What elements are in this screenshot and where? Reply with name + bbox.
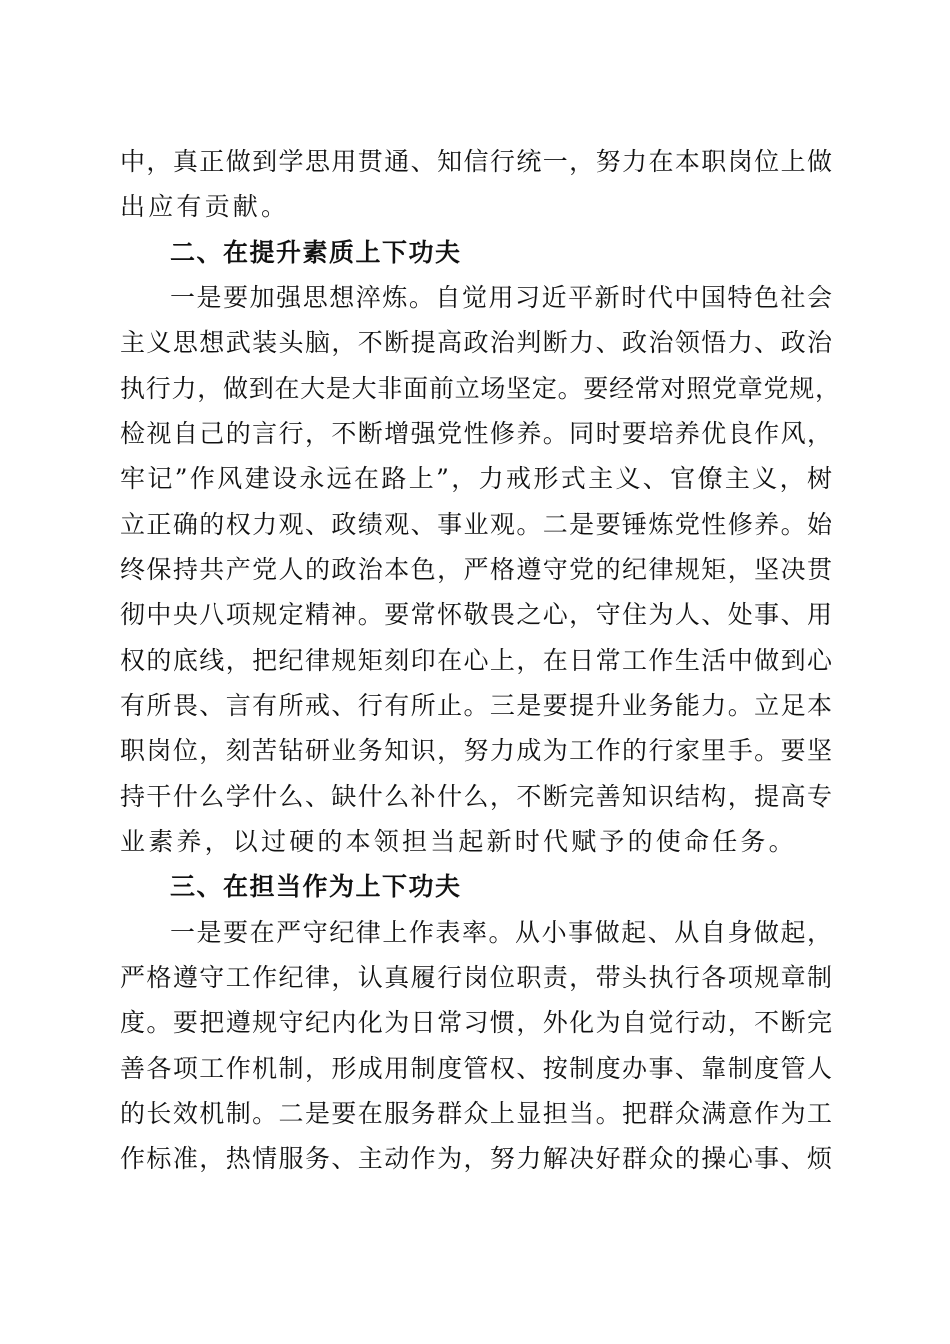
paragraph-line: 执行力，做到在大是大非面前立场坚定。要经常对照党章党规， — [120, 374, 840, 403]
paragraph-line: 善各项工作机制，形成用制度管权、按制度办事、靠制度管人 — [120, 1054, 832, 1083]
section-heading: 二、在提升素质上下功夫 — [170, 238, 462, 267]
paragraph-line: 权的底线，把纪律规矩刻印在心上，在日常工作生活中做到心 — [120, 646, 832, 675]
paragraph-line: 度。要把遵规守纪内化为日常习惯，外化为自觉行动，不断完 — [120, 1008, 832, 1037]
paragraph-line: 职岗位，刻苦钻研业务知识，努力成为工作的行家里手。要坚 — [120, 736, 832, 765]
paragraph-line: 的长效机制。二是要在服务群众上显担当。把群众满意作为工 — [120, 1099, 832, 1128]
paragraph-line: 主义思想武装头脑，不断提高政治判断力、政治领悟力、政治 — [120, 328, 832, 357]
paragraph-line: 持干什么学什么、缺什么补什么，不断完善知识结构，提高专 — [120, 782, 832, 811]
paragraph-line: 一是要在严守纪律上作表率。从小事做起、从自身做起， — [170, 918, 832, 947]
paragraph-line: 检视自己的言行，不断增强党性修养。同时要培养优良作风， — [120, 419, 832, 448]
paragraph-line: 严格遵守工作纪律，认真履行岗位职责，带头执行各项规章制 — [120, 963, 832, 992]
paragraph-line: 终保持共产党人的政治本色，严格遵守党的纪律规矩，坚决贯 — [120, 555, 832, 584]
paragraph-line: 牢记”作风建设永远在路上”，力戒形式主义、官僚主义，树 — [120, 464, 832, 493]
paragraph-line: 中，真正做到学思用贯通、知信行统一，努力在本职岗位上做 — [120, 147, 832, 176]
paragraph-line: 有所畏、言有所戒、行有所止。三是要提升业务能力。立足本 — [120, 691, 832, 720]
paragraph-line: 业素养，以过硬的本领担当起新时代赋予的使命任务。 — [120, 827, 797, 856]
paragraph-line: 出应有贡献。 — [120, 192, 290, 221]
paragraph-line: 彻中央八项规定精神。要常怀敬畏之心，守住为人、处事、用 — [120, 600, 832, 629]
paragraph-line: 立正确的权力观、政绩观、事业观。二是要锤炼党性修养。始 — [120, 510, 832, 539]
section-heading: 三、在担当作为上下功夫 — [170, 872, 462, 901]
paragraph-line: 作标准，热情服务、主动作为，努力解决好群众的操心事、烦 — [120, 1144, 832, 1173]
paragraph-line: 一是要加强思想淬炼。自觉用习近平新时代中国特色社会 — [170, 283, 832, 312]
